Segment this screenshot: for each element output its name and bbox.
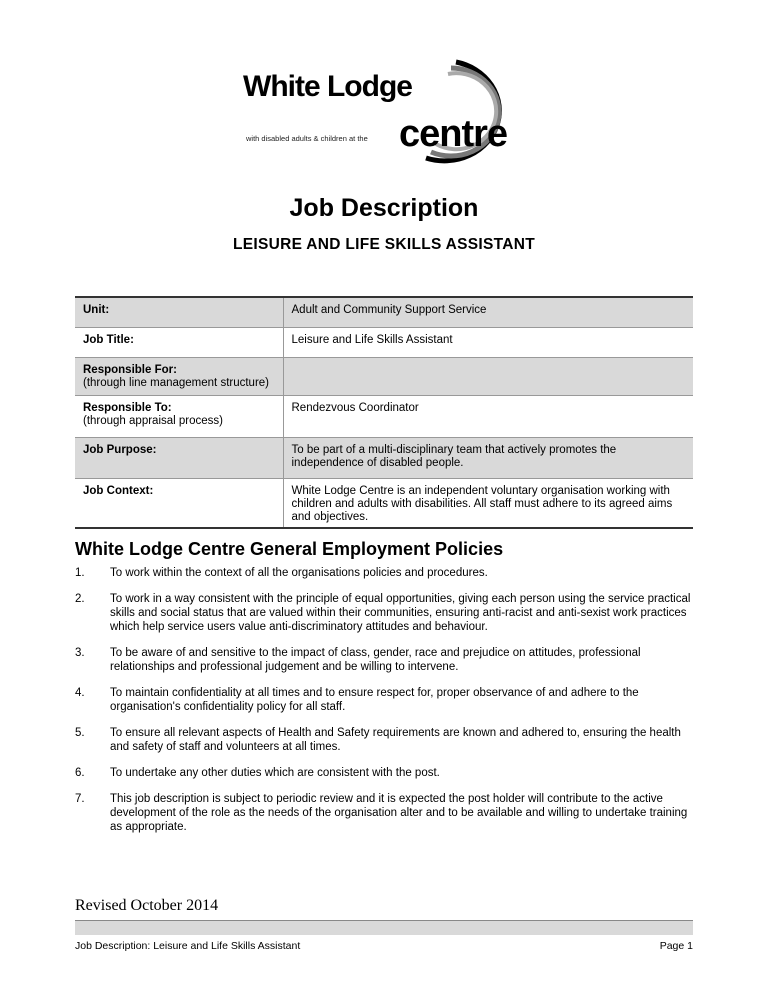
policy-number: 1. — [75, 567, 85, 579]
label-text: Job Title: — [83, 333, 134, 346]
footer-divider — [75, 920, 693, 935]
policies-heading: White Lodge Centre General Employment Policies — [75, 539, 504, 559]
policies-list — [75, 566, 695, 846]
policy-text: To work in a way consistent with the principle of equal opportunities, giving each person using the service practical skills and social status that are valued within their communities, ensuring anti-racist and anti-sexist work practices which help service users value anti-discriminatory attitudes and behaviour. — [110, 593, 691, 633]
policy-number: 2. — [75, 593, 85, 605]
table-row — [75, 297, 693, 327]
page-number: Page 1 — [659, 940, 693, 952]
label-text: Job Purpose: — [83, 443, 157, 456]
table-row — [75, 478, 693, 528]
row-value: White Lodge Centre is an independent voluntary organisation working with children and adults with disabilities. All staff must adhere to its agreed aims and objectives. — [283, 478, 693, 528]
policy-item — [75, 792, 695, 834]
row-label — [75, 437, 283, 478]
row-value: Adult and Community Support Service — [283, 297, 693, 327]
row-value: Rendezvous Coordinator — [283, 395, 693, 437]
policy-text: To ensure all relevant aspects of Health and Safety requirements are known and adhered to, ensuring the health and safety of staff and volunteers at all times. — [110, 727, 681, 753]
table-row — [75, 357, 693, 395]
footer-doc-title: Job Description: Leisure and Life Skills Assistant — [75, 940, 301, 952]
policy-text: To be aware of and sensitive to the impact of class, gender, race and prejudice on attitudes, professional relationships and professional judgement and be willing to intervene. — [110, 647, 641, 673]
row-label — [75, 478, 283, 528]
row-label — [75, 395, 283, 437]
policy-item — [75, 686, 695, 714]
policy-text: To maintain confidentiality at all times and to ensure respect for, proper observance of and adhere to the organisation's confidentiality policy for all staff. — [110, 687, 639, 713]
job-subtitle: LEISURE AND LIFE SKILLS ASSISTANT — [232, 236, 536, 253]
white-lodge-logo — [236, 40, 526, 165]
label-text: Unit: — [83, 304, 110, 316]
row-value: Leisure and Life Skills Assistant — [283, 327, 693, 357]
row-value — [283, 357, 693, 395]
row-label — [75, 297, 283, 327]
policy-item — [75, 566, 695, 580]
table-row — [75, 327, 693, 357]
label-text: Job Context: — [83, 484, 154, 497]
policy-number: 6. — [75, 767, 85, 779]
policy-number: 7. — [75, 793, 85, 805]
row-label — [75, 327, 283, 357]
row-value: To be part of a multi-disciplinary team that actively promotes the independence of disabled people. — [283, 437, 693, 478]
job-details-table — [75, 296, 693, 529]
policy-item — [75, 592, 695, 634]
table-row — [75, 395, 693, 437]
revised-date: Revised October 2014 — [75, 897, 219, 914]
logo-tagline: with disabled adults & children at the — [246, 134, 368, 143]
logo-name: White Lodge — [243, 70, 412, 103]
policy-number: 3. — [75, 647, 85, 659]
policy-text: To undertake any other duties which are consistent with the post. — [110, 767, 440, 779]
logo-word: centre — [399, 113, 508, 155]
label-note: (through appraisal process) — [83, 414, 223, 427]
policy-text: This job description is subject to periodic review and it is expected the post holder will contribute to the active development of the role as the needs of the organisation alter and to be available and willing to undertake training as appropriate. — [110, 793, 688, 833]
label-text: Responsible For: — [83, 363, 177, 376]
policy-item — [75, 726, 695, 754]
policy-number: 4. — [75, 687, 85, 699]
page-title: Job Description — [289, 194, 479, 222]
policy-text: To work within the context of all the organisations policies and procedures. — [110, 567, 488, 579]
policy-item — [75, 646, 695, 674]
label-note: (through line management structure) — [83, 376, 270, 389]
table-row — [75, 437, 693, 478]
policy-number: 5. — [75, 727, 85, 739]
label-text: Responsible To: — [83, 401, 172, 414]
policy-item — [75, 766, 695, 780]
row-label — [75, 357, 283, 395]
